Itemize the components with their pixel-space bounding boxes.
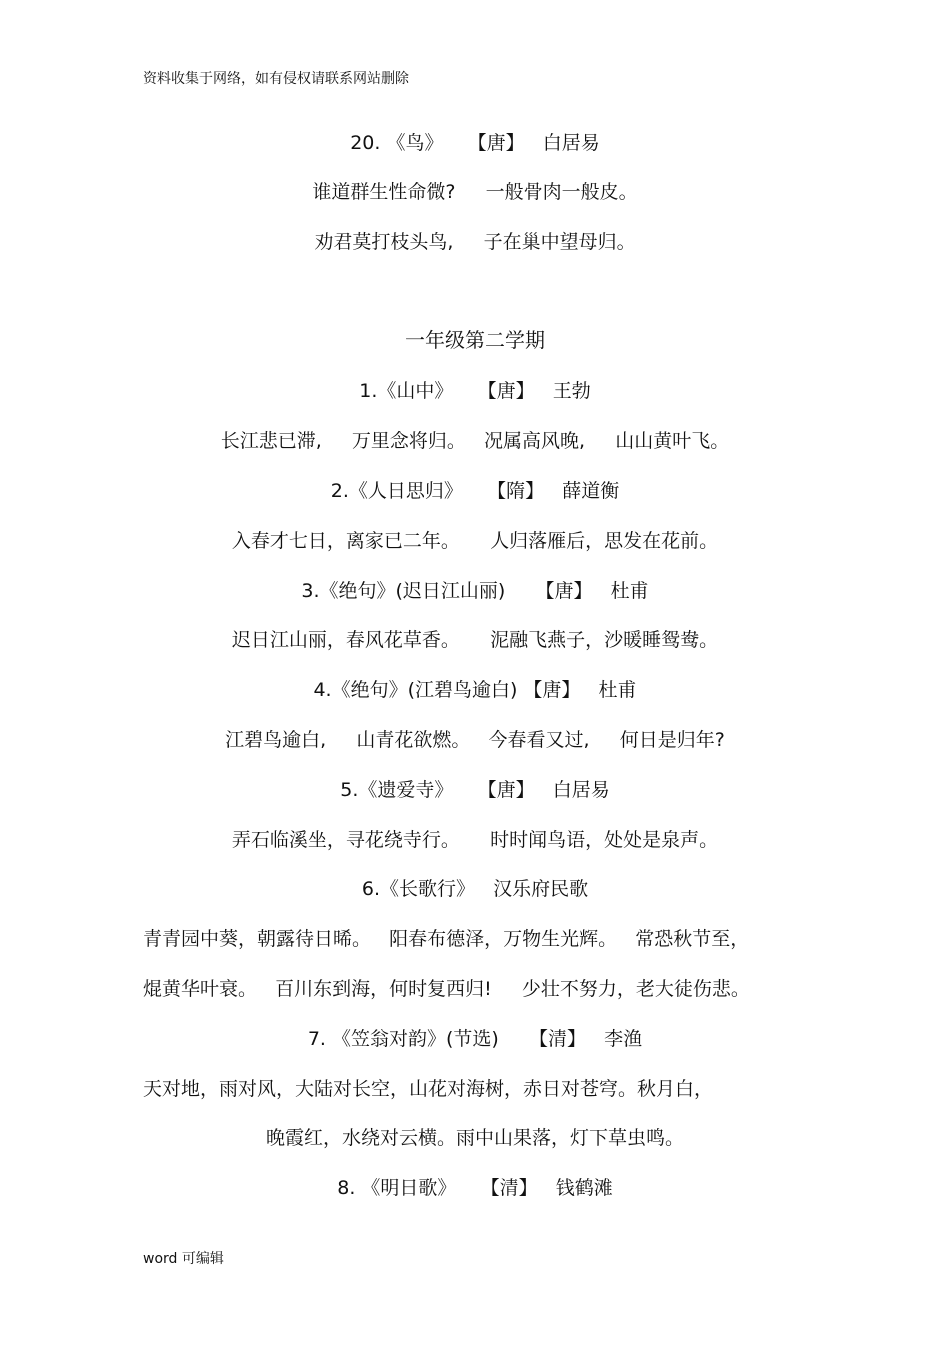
- poem-title: 3.《绝句》(迟日江山丽) 【唐】 杜甫: [301, 580, 649, 602]
- poem-line: 劝君莫打枝头鸟, 子在巢中望母归。: [314, 231, 636, 253]
- header-note: 资料收集于网络，如有侵权请联系网站删除: [143, 71, 409, 87]
- poem-line: 长江悲已滞, 万里念将归。 况属高风晚, 山山黄叶飞。: [220, 430, 730, 452]
- poem-title: 20. 《鸟》 【唐】 白居易: [350, 132, 600, 154]
- poem-title: 8. 《明日歌》 【清】 钱鹤滩: [337, 1177, 613, 1199]
- poem-line: 晚霞红，水绕对云横。雨中山果落，灯下草虫鸣。: [265, 1127, 684, 1149]
- poem-line: 弄石临溪坐，寻花绕寺行。 时时闻鸟语，处处是泉声。: [231, 829, 719, 851]
- poem-title: 6.《长歌行》 汉乐府民歌: [361, 878, 589, 900]
- poem-title: 7. 《笠翁对韵》(节选) 【清】 李渔: [307, 1028, 643, 1050]
- poem-title: 1.《山中》 【唐】 王勃: [359, 380, 591, 402]
- poem-title: 4.《绝句》(江碧鸟逾白) 【唐】 杜甫: [313, 679, 637, 701]
- poem-title: 2.《人日思归》 【隋】 薛道衡: [330, 480, 620, 502]
- poem-line: 青青园中葵，朝露待日晞。 阳春布德泽，万物生光辉。 常恐秋节至，: [143, 928, 750, 950]
- poem-title: 5.《遗爱寺》 【唐】 白居易: [340, 779, 610, 801]
- footer-note: word 可编辑: [143, 1251, 224, 1267]
- poem-line: 迟日江山丽，春风花草香。 泥融飞燕子，沙暖睡鸳鸯。: [231, 629, 719, 651]
- section-title: 一年级第二学期: [405, 328, 545, 352]
- poem-line: 焜黄华叶衰。 百川东到海，何时复西归! 少壮不努力，老大徒伤悲。: [143, 978, 750, 1000]
- poem-line: 江碧鸟逾白, 山青花欲燃。 今春看又过, 何日是归年?: [225, 729, 725, 751]
- poem-line: 天对地，雨对风，大陆对长空，山花对海树，赤日对苍穹。秋月白，: [143, 1078, 714, 1100]
- poem-line: 入春才七日，离家已二年。 人归落雁后，思发在花前。: [231, 530, 719, 552]
- poem-line: 谁道群生性命微? 一般骨肉一般皮。: [312, 181, 638, 203]
